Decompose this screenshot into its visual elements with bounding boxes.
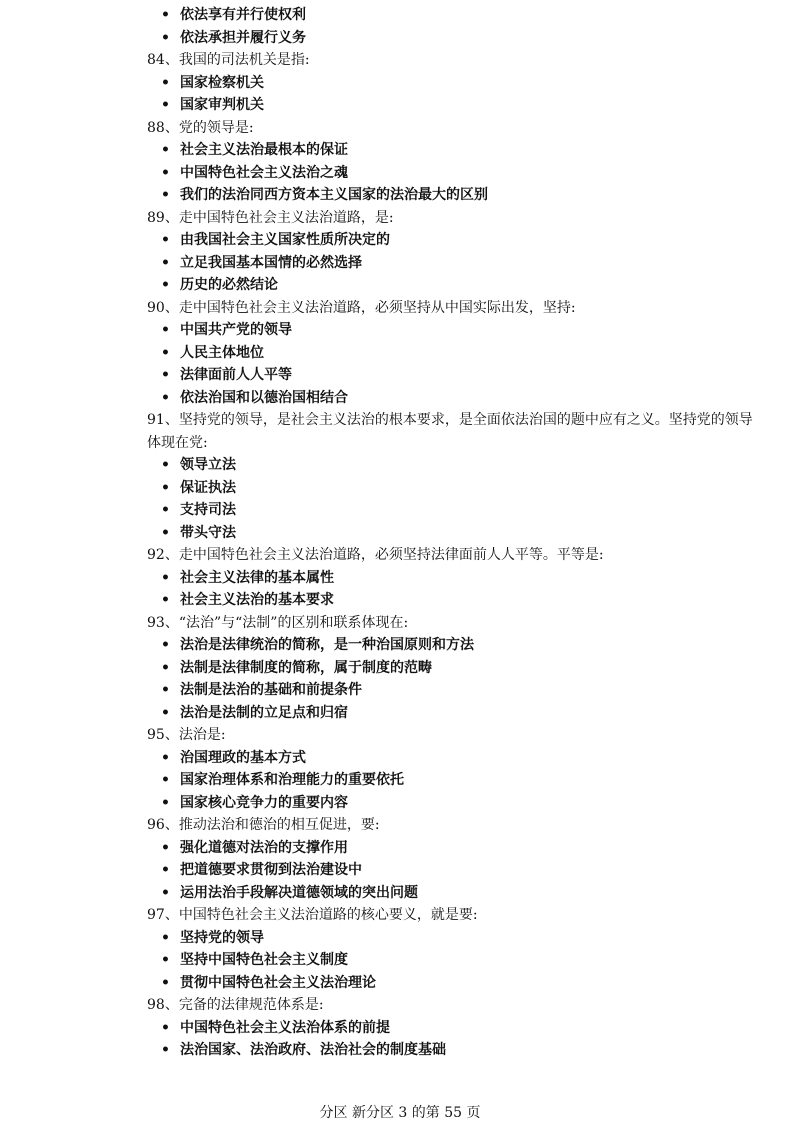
bullet-item: • 中国特色社会主义法治体系的前提 xyxy=(0,1017,800,1040)
bullet-item: • 运用法治手段解决道德领域的突出问题 xyxy=(0,882,800,905)
question-96: 96、推动法治和德治的相互促进，要: xyxy=(147,817,380,833)
bullet-item: • 依法承担并履行义务 xyxy=(0,27,800,50)
bullet-item: • 把道德要求贯彻到法治建设中 xyxy=(0,859,800,882)
question-95: 95、法治是: xyxy=(147,727,226,743)
question-88: 88、党的领导是: xyxy=(147,119,254,136)
bullet-item: • 领导立法 xyxy=(0,454,800,477)
bullet-item: • 依法享有并行使权利 xyxy=(0,4,800,27)
question-91: 91、坚持党的领导，是社会主义法治的根本要求，是全面依法治国的题中应有之义。坚持党的领导体现在党: xyxy=(147,412,753,451)
bullet-item: • 国家核心竞争力的重要内容 xyxy=(0,792,800,815)
bullet-item: • 法律面前人人平等 xyxy=(0,364,800,387)
bullet-item: • 依法治国和以德治国相结合 xyxy=(0,387,800,410)
question-92: 92、走中国特色社会主义法治道路，必须坚持法律面前人人平等。平等是: xyxy=(147,547,604,563)
bullet-item: • 带头守法 xyxy=(0,522,800,545)
bullet-item: • 国家审判机关 xyxy=(0,94,800,117)
bullet-item: • 坚持党的领导 xyxy=(0,927,800,950)
bullet-item: • 法治国家、法治政府、法治社会的制度基础 xyxy=(0,1039,800,1062)
question-97: 97、中国特色社会主义法治道路的核心要义，就是要: xyxy=(147,907,478,923)
bullet-item: • 中国特色社会主义法治之魂 xyxy=(0,162,800,185)
bullet-item: • 由我国社会主义国家性质所决定的 xyxy=(0,229,800,252)
bullet-item: • 人民主体地位 xyxy=(0,342,800,365)
bullet-item: • 我们的法治同西方资本主义国家的法治最大的区别 xyxy=(0,184,800,207)
bullet-item: • 历史的必然结论 xyxy=(0,274,800,297)
bullet-item: • 社会主义法治的基本要求 xyxy=(0,589,800,612)
question-84: 84、我国的司法机关是指: xyxy=(147,52,310,68)
question-93: 93、“法治”与“法制”的区别和联系体现在: xyxy=(147,614,409,631)
page-footer: 分区 新分区 3 的第 55 页 xyxy=(319,1105,481,1121)
bullet-item: • 法制是法治的基础和前提条件 xyxy=(0,679,800,702)
bullet-item: • 治国理政的基本方式 xyxy=(0,747,800,770)
question-89: 89、走中国特色社会主义法治道路，是: xyxy=(147,209,394,226)
bullet-item: • 强化道德对法治的支撑作用 xyxy=(0,837,800,860)
bullet-item: • 贯彻中国特色社会主义法治理论 xyxy=(0,972,800,995)
bullet-item: • 国家治理体系和治理能力的重要依托 xyxy=(0,769,800,792)
bullet-item: • 国家检察机关 xyxy=(0,72,800,95)
bullet-item: • 社会主义法律的基本属性 xyxy=(0,567,800,590)
question-90: 90、走中国特色社会主义法治道路，必须坚持从中国实际出发，坚持: xyxy=(147,299,576,316)
bullet-item: • 支持司法 xyxy=(0,499,800,522)
bullet-item: • 社会主义法治最根本的保证 xyxy=(0,139,800,162)
document-body xyxy=(0,4,800,1062)
bullet-item: • 法制是法律制度的简称，属于制度的范畴 xyxy=(0,657,800,680)
bullet-item: • 法治是法律统治的简称，是一种治国原则和方法 xyxy=(0,634,800,657)
bullet-item: • 坚持中国特色社会主义制度 xyxy=(0,949,800,972)
bullet-item: • 中国共产党的领导 xyxy=(0,319,800,342)
bullet-item: • 保证执法 xyxy=(0,477,800,500)
question-98: 98、完备的法律规范体系是: xyxy=(147,997,324,1013)
bullet-item: • 立足我国基本国情的必然选择 xyxy=(0,252,800,275)
bullet-item: • 法治是法制的立足点和归宿 xyxy=(0,702,800,725)
